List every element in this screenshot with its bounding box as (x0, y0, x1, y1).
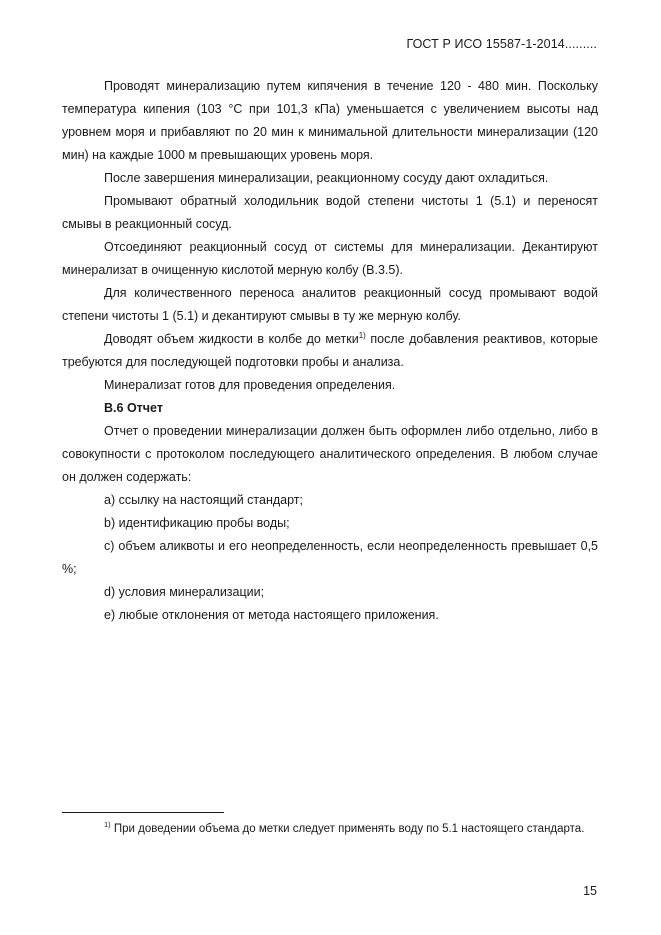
section-title: Отчет (126, 401, 163, 415)
paragraph-ready: Минерализат готов для проведения определения. (104, 378, 396, 392)
paragraph-fill-to-mark (62, 328, 598, 374)
list-item: b) идентификацию пробы воды; (104, 516, 290, 530)
footnote-marker: 1) (104, 820, 111, 830)
footnote-reference: 1) (358, 330, 366, 340)
paragraph-rinse-condenser: Промывают обратный холодильник водой степени чистоты 1 (5.1) и переносят смывы в реакционный сосуд. (62, 194, 598, 231)
list-item: а) ссылку на настоящий стандарт; (104, 493, 303, 507)
page-number: 15 (583, 884, 597, 898)
paragraph-quantitative-transfer: Для количественного переноса аналитов реакционный сосуд промывают водой степени чистоты 1 (5.1) и декантируют смывы в ту же мерную колбу. (62, 286, 598, 323)
fill-to-mark-text-continued: после добавления реактивов, которые требуются для последующей подготовки пробы и анализа. (62, 332, 598, 369)
paragraph-mineralization-boiling: Проводят минерализацию путем кипячения в течение 120 - 480 мин. Поскольку температура кипения (103 °С при 101,3 кПа) уменьшается с увеличением высоты над уровнем моря и прибавляют по 20 мин к минимальной длительности минерализации (120 мин) на каждые 1000 м превышающих уровень моря. (62, 79, 598, 162)
document-header: ГОСТ Р ИСО 15587-1-2014......... (406, 37, 597, 51)
section-heading (62, 397, 598, 420)
paragraph-decant: Отсоединяют реакционный сосуд от системы для минерализации. Декантируют минерализат в очищенную кислотой мерную колбу (В.3.5). (62, 240, 598, 277)
footnote-divider (62, 812, 224, 813)
fill-to-mark-text: Доводят объем жидкости в колбе до метки (104, 332, 359, 346)
footnote (62, 820, 598, 839)
list-item: с) объем аликвоты и его неопределенность, если неопределенность превышает 0,5 %; (62, 539, 598, 576)
section-number: В.6 (104, 401, 124, 415)
footnote-text: При доведении объема до метки следует применять воду по 5.1 настоящего стандарта. (110, 823, 585, 835)
list-item: d) условия минерализации; (104, 585, 265, 599)
page-body (62, 75, 598, 627)
paragraph-report-requirements: Отчет о проведении минерализации должен быть оформлен либо отдельно, либо в совокупности с протоколом последующего аналитического определения. В любом случае он должен содержать: (62, 424, 598, 484)
list-item: е) любые отклонения от метода настоящего приложения. (104, 608, 439, 622)
paragraph-cooling: После завершения минерализации, реакционному сосуду дают охладиться. (104, 171, 549, 185)
